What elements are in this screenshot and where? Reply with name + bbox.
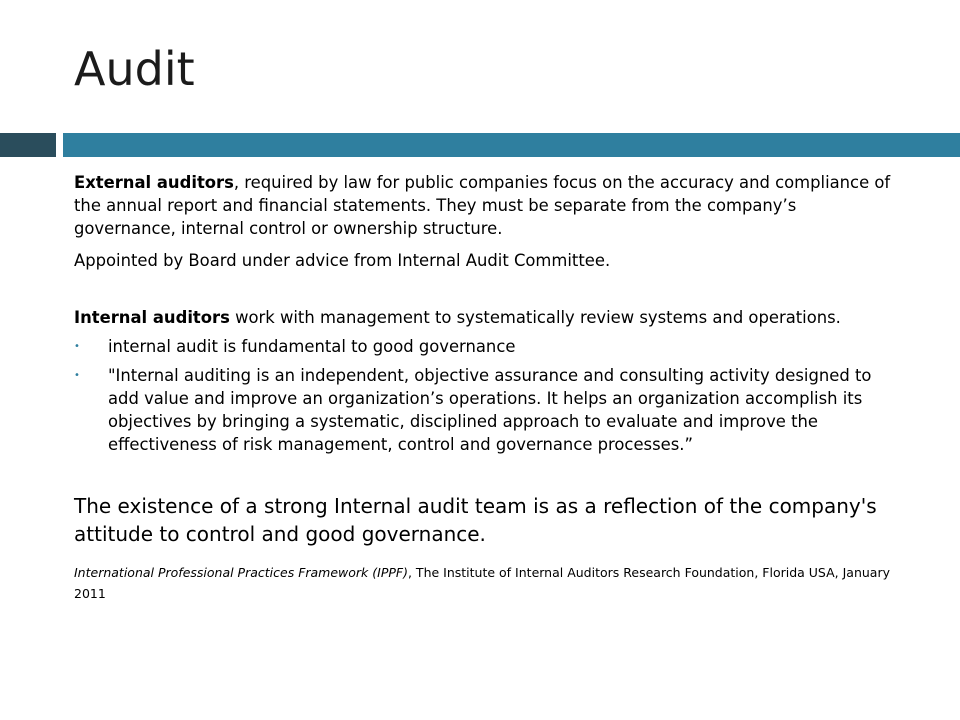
external-auditors-paragraph: [74, 171, 894, 240]
slide-body: [74, 171, 894, 617]
statement-paragraph: The existence of a strong Internal audit team is as a reflection of the company's attitude to control and good governance.: [74, 494, 877, 546]
appointed-paragraph: Appointed by Board under advice from Internal Audit Committee.: [74, 251, 611, 270]
internal-auditors-lead: Internal auditors: [74, 308, 230, 327]
bullet-icon: •: [74, 341, 80, 352]
title-bar-left: [0, 133, 56, 157]
list-item: [74, 364, 894, 456]
title-bar-right: [63, 133, 960, 157]
list-item: [74, 335, 894, 358]
slide-title: Audit: [74, 42, 195, 96]
bullet-text: internal audit is fundamental to good governance: [108, 337, 516, 356]
internal-auditors-paragraph: [74, 306, 894, 329]
source-citation: [74, 562, 904, 604]
source-rest: , The Institute of Internal Auditors Research Foundation, Florida USA, January 2011: [74, 565, 890, 601]
internal-auditors-text: work with management to systematically review systems and operations.: [229, 308, 841, 327]
external-auditors-lead: External auditors: [74, 173, 234, 192]
source-italic: International Professional Practices Framework (IPPF): [74, 565, 408, 580]
bullet-text: "Internal auditing is an independent, objective assurance and consulting activity designed to add value and improve an organization’s operations. It helps an organization accomplish its objectives by bringing a systematic, disciplined approach to evaluate and improve the effectiveness of risk management, control and governance processes.”: [108, 366, 872, 454]
bullet-icon: •: [74, 370, 80, 381]
external-auditors-text: , required by law for public companies focus on the accuracy and compliance of the annual report and financial statements. They must be separate from the company’s governance, internal control or ownership structure.: [74, 173, 891, 238]
bullet-list: [74, 335, 894, 456]
